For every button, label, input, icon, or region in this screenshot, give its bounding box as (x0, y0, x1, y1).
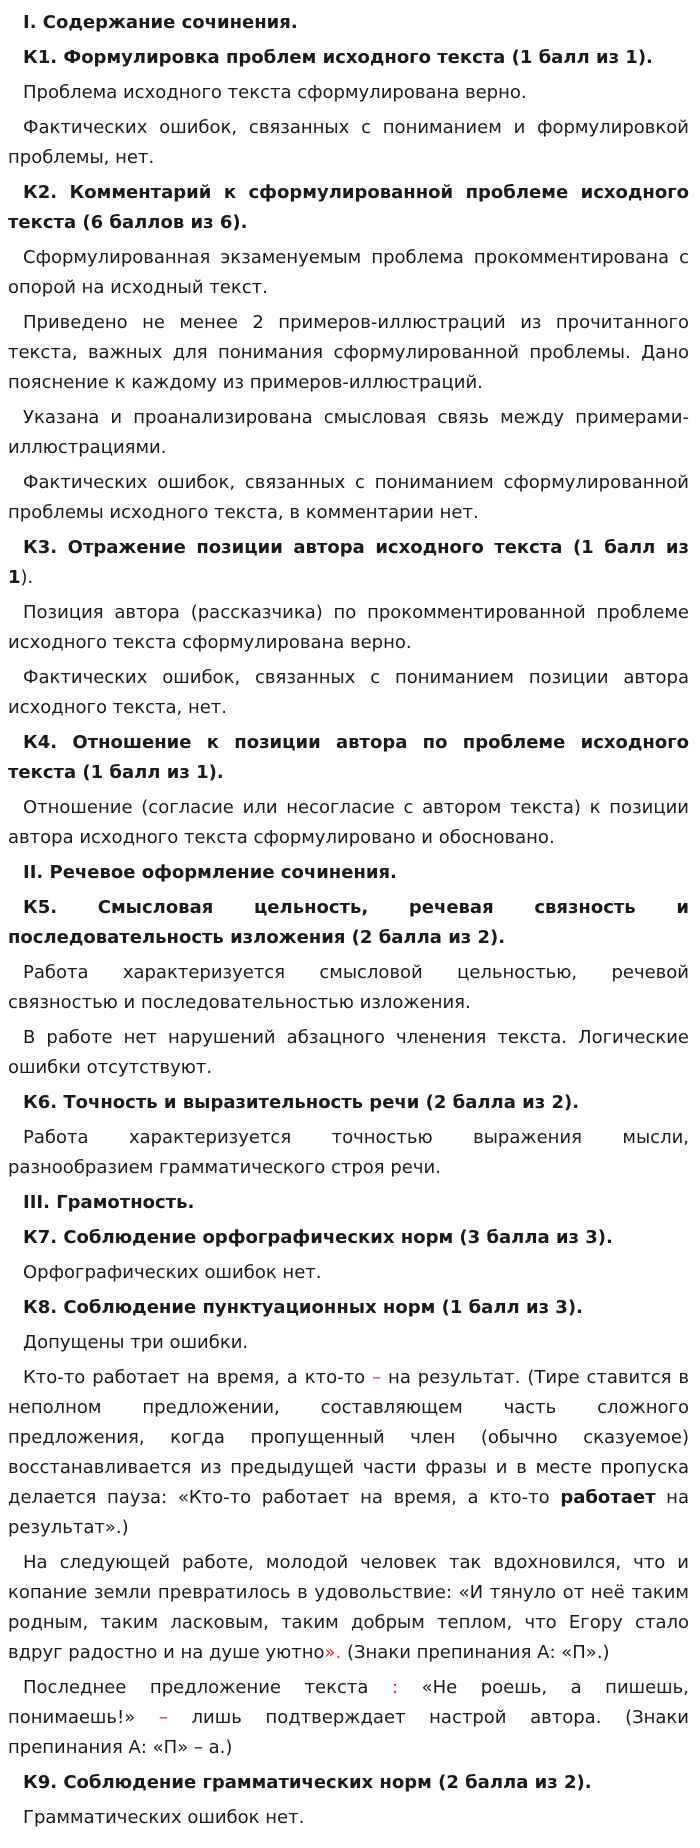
paragraph-line (23, 243, 689, 273)
paragraph-line (23, 78, 689, 108)
paragraph-line (23, 958, 689, 988)
paragraph-line (23, 1363, 689, 1393)
paragraph-line (8, 1483, 689, 1513)
text-segment: Допущены три ошибки. (23, 1332, 249, 1353)
text-segment: лишь подтверждает настрой автора. (Знаки (167, 1707, 689, 1728)
paragraph-line (8, 1703, 689, 1733)
text-segment: проблемы, нет. (8, 147, 155, 168)
text-segment: К9. Соблюдение грамматических норм (2 балла из 2). (23, 1772, 592, 1793)
paragraph-line (8, 498, 689, 528)
text-segment: исходного текста сформулирована верно. (8, 632, 412, 653)
criterion-heading (8, 923, 689, 953)
text-segment: ошибки отсутствуют. (8, 1057, 213, 1078)
text-segment: ). (20, 567, 34, 588)
text-segment: результат».) (8, 1517, 129, 1538)
text-segment: Работа характеризуется смысловой цельностью, речевой (23, 962, 689, 983)
text-segment: К2. Комментарий к сформулированной проблеме исходного (23, 182, 689, 203)
text-segment: К6. Точность и выразительность речи (2 балла из 2). (23, 1092, 580, 1113)
paragraph-line (8, 368, 689, 398)
text-segment: (Знаки препинания А: «П».) (341, 1642, 610, 1663)
paragraph-line (23, 113, 689, 143)
paragraph-line (8, 1733, 689, 1763)
text-segment: Последнее предложение текста (23, 1677, 392, 1698)
emphasis-text: работает (560, 1487, 656, 1508)
text-segment: «Не роешь, а пишешь, (398, 1677, 689, 1698)
paragraph-line (23, 793, 689, 823)
text-segment: I. Содержание сочинения. (23, 12, 298, 33)
paragraph-line (8, 1608, 689, 1638)
text-segment: родным, таким ласковым, таким добрым теплом, что Егору стало (8, 1612, 689, 1633)
paragraph-line (23, 1258, 689, 1288)
criterion-heading (8, 758, 689, 788)
section-heading (23, 858, 689, 888)
paragraph-line (23, 1023, 689, 1053)
paragraph-line (8, 1453, 689, 1483)
text-segment: неполном предложении, составляющем часть сложного (8, 1397, 689, 1418)
paragraph-line (8, 338, 689, 368)
paragraph-line (8, 1153, 689, 1183)
criterion-heading (23, 1293, 689, 1323)
text-segment: восстанавливается из предыдущей части фразы и в месте пропуска (8, 1457, 689, 1478)
text-segment: Указана и проанализирована смысловая связь между примерами- (23, 407, 689, 428)
text-segment: иллюстрациями. (8, 437, 167, 458)
text-segment: Проблема исходного текста сформулирована верно. (23, 82, 527, 103)
criterion-heading (23, 1088, 689, 1118)
paragraph-line (8, 1393, 689, 1423)
criterion-heading (23, 1223, 689, 1253)
text-segment: текста, важных для понимания сформулированной проблемы. Дано (8, 342, 689, 363)
paragraph-line (23, 1548, 689, 1578)
criterion-heading (23, 43, 689, 73)
paragraph-line (8, 823, 689, 853)
paragraph-line (8, 628, 689, 658)
text-segment: текста (1 балл из 1). (8, 762, 224, 783)
text-segment: К4. Отношение к позиции автора по проблеме исходного (23, 732, 689, 753)
text-segment: Приведено не менее 2 примеров-иллюстраций из прочитанного (23, 312, 689, 333)
text-segment: Позиция автора (рассказчика) по прокомментированной проблеме (23, 602, 689, 623)
text-segment: Грамматических ошибок нет. (23, 1807, 305, 1828)
paragraph-line (23, 308, 689, 338)
paragraph-line (8, 1053, 689, 1083)
text-segment: К8. Соблюдение пунктуационных норм (1 балл из 3). (23, 1297, 583, 1318)
paragraph-line (23, 468, 689, 498)
paragraph-line (23, 1328, 689, 1358)
text-segment: исходного текста, нет. (8, 697, 228, 718)
text-segment: Сформулированная экзаменуемым проблема прокомментирована с (23, 247, 689, 268)
highlighted-punctuation: – (372, 1367, 382, 1388)
text-segment: К1. Формулировка проблем исходного текста (1 балл из 1). (23, 47, 653, 68)
text-segment: В работе нет нарушений абзацного членения текста. Логические (23, 1027, 689, 1048)
criterion-heading (8, 563, 689, 593)
text-segment: автора исходного текста сформулировано и обосновано. (8, 827, 555, 848)
highlighted-punctuation: – (158, 1707, 168, 1728)
text-segment: К7. Соблюдение орфографических норм (3 балла из 3). (23, 1227, 613, 1248)
text-segment: предложения, когда пропущенный член (обычно сказуемое) (8, 1427, 689, 1448)
paragraph-line (8, 143, 689, 173)
paragraph-line (23, 1673, 689, 1703)
text-segment: вдруг радостно и на душе уютно (8, 1642, 325, 1663)
paragraph-line (23, 1123, 689, 1153)
paragraph-line (23, 663, 689, 693)
criterion-heading (8, 208, 689, 238)
paragraph-line (8, 693, 689, 723)
criterion-heading (23, 178, 689, 208)
text-segment: последовательность изложения (2 балла из 2). (8, 927, 506, 948)
text-segment: пояснение к каждому из примеров-иллюстраций. (8, 372, 483, 393)
text-segment: К3. Отражение позиции автора исходного текста (1 балл из (23, 537, 689, 558)
text-segment: Фактических ошибок, связанных с пониманием сформулированной (23, 472, 689, 493)
section-heading (23, 1188, 689, 1218)
highlighted-punctuation: : (391, 1677, 399, 1698)
text-segment: Фактических ошибок, связанных с пониманием и формулировкой (23, 117, 689, 138)
text-segment: на результат. (Тире ставится в (381, 1367, 689, 1388)
criterion-heading (23, 533, 689, 563)
text-segment: делается пауза: «Кто-то работает на время, а кто-то (8, 1487, 561, 1508)
text-segment: III. Грамотность. (23, 1192, 195, 1213)
text-segment: Отношение (согласие или несогласие с автором текста) к позиции (23, 797, 689, 818)
text-segment: К5. Смысловая цельность, речевая связность и (23, 897, 689, 918)
text-segment: На следующей работе, молодой человек так вдохновился, что и (23, 1552, 689, 1573)
paragraph-line (8, 433, 689, 463)
text-segment: на (655, 1487, 689, 1508)
text-segment: разнообразием грамматического строя речи. (8, 1157, 441, 1178)
text-segment: опорой на исходный текст. (8, 277, 268, 298)
paragraph-line (8, 273, 689, 303)
paragraph-line (23, 403, 689, 433)
paragraph-line (8, 1513, 689, 1543)
text-segment: препинания А: «П» – а.) (8, 1737, 233, 1758)
text-segment: Работа характеризуется точностью выражения мысли, (23, 1127, 689, 1148)
paragraph-line (23, 1803, 689, 1833)
paragraph-line (8, 1423, 689, 1453)
text-segment: копание земли превратилось в удовольствие: «И тянуло от неё таким (8, 1582, 689, 1603)
text-segment: текста (6 баллов из 6). (8, 212, 248, 233)
text-segment: Орфографических ошибок нет. (23, 1262, 322, 1283)
highlighted-punctuation: ». (324, 1642, 342, 1663)
paragraph-line (8, 1638, 689, 1668)
text-segment: связностью и последовательностью изложения. (8, 992, 471, 1013)
criterion-heading (23, 728, 689, 758)
section-heading (23, 8, 689, 38)
paragraph-line (8, 988, 689, 1018)
text-segment: II. Речевое оформление сочинения. (23, 862, 397, 883)
text-segment: понимаешь!» (8, 1707, 159, 1728)
paragraph-line (23, 598, 689, 628)
criterion-heading (23, 893, 689, 923)
text-segment: Фактических ошибок, связанных с пониманием позиции автора (23, 667, 689, 688)
text-segment: Кто-то работает на время, а кто-то (23, 1367, 373, 1388)
text-segment: проблемы исходного текста, в комментарии нет. (8, 502, 479, 523)
paragraph-line (8, 1578, 689, 1608)
criterion-heading (23, 1768, 689, 1798)
emphasis-text: 1 (8, 567, 21, 588)
